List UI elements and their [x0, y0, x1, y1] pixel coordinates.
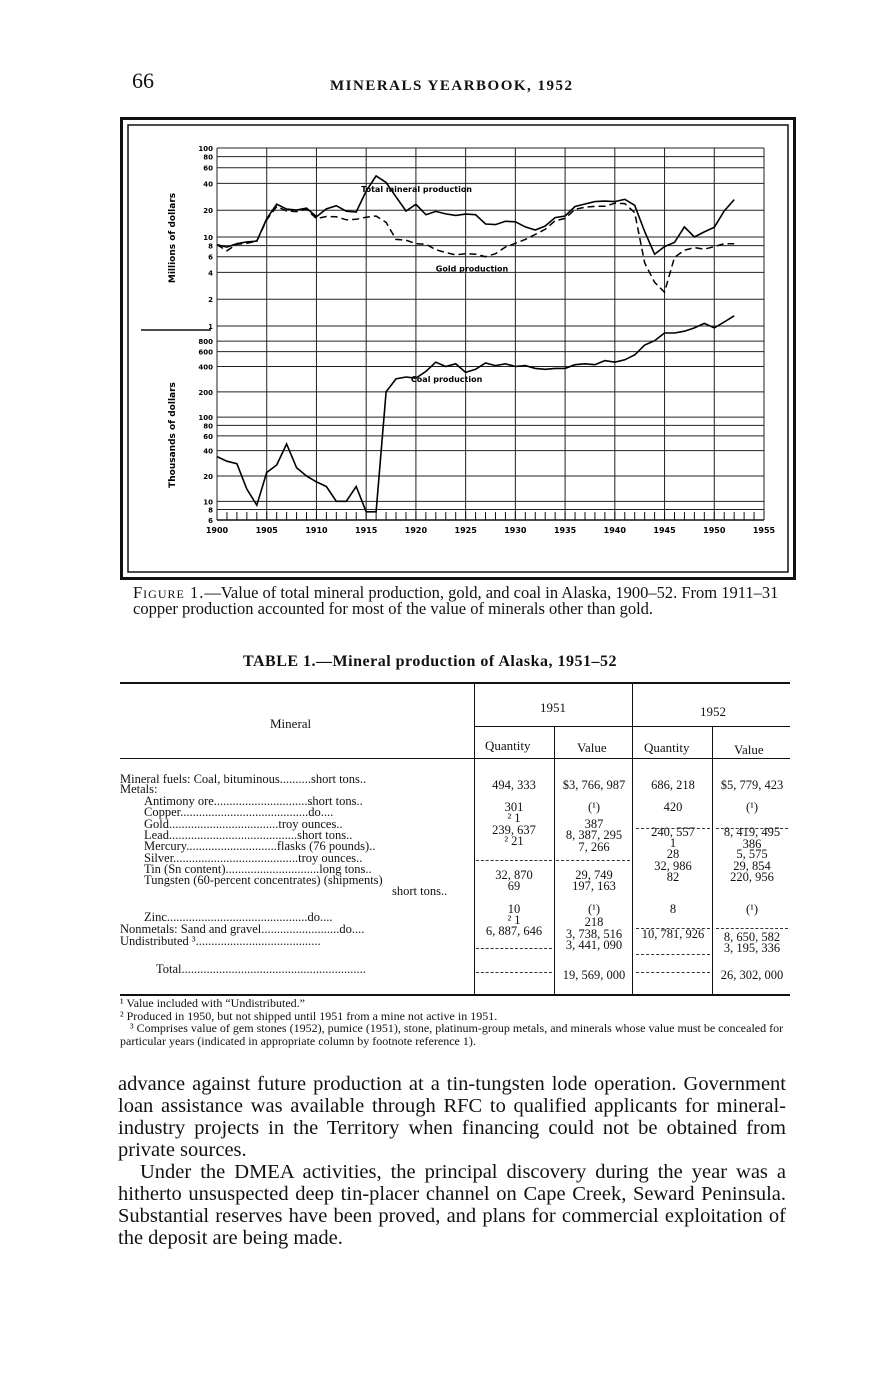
- table-cell: 387: [584, 816, 604, 831]
- table-cell: 240, 557: [651, 824, 695, 839]
- footnote-1: ¹ Value included with “Undistributed.”: [120, 996, 306, 1010]
- label-coal-production: Coal production: [410, 375, 483, 385]
- y-tick-label-thousands: 100: [198, 414, 213, 423]
- dash-rule: [476, 948, 552, 949]
- table-cell: ² 1: [507, 913, 521, 927]
- table-cell: 420: [663, 800, 683, 814]
- y-tick-label-millions: 6: [208, 253, 213, 262]
- body-paragraph-2: Under the DMEA activities, the principal discovery during the year was a hitherto unsuspected deep tin-placer channel on Cape Creek, Seward Peninsula. Substantial reserves have been proved, and plans for commercial exploitation of the deposit are being made.: [118, 1161, 786, 1249]
- table-cell: $5, 779, 423: [720, 778, 784, 792]
- label-total-production: Total mineral production: [361, 185, 473, 195]
- series-line-coal: [217, 316, 734, 512]
- dash-rule: [556, 860, 630, 861]
- y-tick-label-millions: 10: [203, 234, 213, 242]
- column-header-1952: 1952: [700, 704, 726, 719]
- column-header-value-1952: Value: [734, 742, 764, 757]
- table-cell: (¹): [587, 800, 601, 814]
- table-cell: 8, 650, 582: [723, 929, 781, 944]
- table-cell: 239, 637: [492, 822, 536, 837]
- chart-canvas: [123, 120, 793, 577]
- table-cell: 3, 441, 090: [565, 937, 623, 952]
- table-cell: (¹): [745, 901, 759, 916]
- table-cell: 494, 333: [492, 778, 536, 792]
- table-cell: 3, 195, 336: [723, 941, 781, 956]
- y-tick-label-millions: 20: [203, 207, 213, 216]
- x-tick-label: 1915: [355, 526, 378, 535]
- y-tick-label-millions: 2: [208, 296, 213, 305]
- y-axis-title-millions: Millions of dollars: [168, 192, 178, 284]
- column-header-1951: 1951: [540, 700, 566, 715]
- mineral-production-table: [120, 682, 792, 997]
- row-label-metal: Antimony ore..............................short tons..: [144, 794, 363, 808]
- row-label-metal: Copper.........................................do....: [144, 805, 334, 820]
- table-vrule: [474, 684, 475, 996]
- table-cell: 197, 163: [572, 879, 616, 894]
- dash-rule: [636, 954, 710, 955]
- footnote-2: ² Produced in 1950, but not shipped until 1951 from a mine not active in 1951.: [120, 1008, 498, 1023]
- figure-caption-label: Figure 1.: [133, 583, 205, 602]
- row-label-nonmetals: Nonmetals: Sand and gravel.........................do....: [120, 922, 365, 936]
- row-label-metal: short tons..: [392, 884, 448, 899]
- dash-rule: [636, 972, 710, 973]
- figure-1-chart: [120, 117, 796, 580]
- y-tick-label-millions: 100: [198, 145, 213, 153]
- table-cell: 8: [669, 901, 677, 916]
- table-cell: 19, 569, 000: [562, 968, 626, 982]
- table-cell: 3, 738, 516: [565, 926, 623, 941]
- row-label-metal: Tungsten (60-percent concentrates) (shipments): [144, 873, 383, 888]
- row-label-metals: Metals:: [120, 782, 158, 796]
- table-year-rule: [474, 726, 790, 727]
- column-header-quantity-1951: Quantity: [485, 738, 531, 753]
- y-tick-label-thousands: 40: [203, 447, 213, 456]
- table-cell: 8, 387, 295: [565, 828, 623, 843]
- dash-rule: [636, 928, 710, 929]
- y-tick-label-millions: 8: [208, 242, 213, 251]
- table-cell: 1: [669, 836, 677, 851]
- body-text: [118, 1073, 786, 1249]
- dash-rule: [716, 828, 788, 829]
- x-tick-label: 1930: [504, 526, 527, 535]
- table-vrule: [632, 684, 633, 996]
- column-header-mineral: Mineral: [270, 716, 312, 731]
- table-title: TABLE 1.—Mineral production of Alaska, 1951–52: [243, 653, 617, 670]
- page-number: 66: [132, 68, 154, 93]
- y-tick-label-thousands: 8: [208, 506, 213, 515]
- row-label-coal: Mineral fuels: Coal, bituminous..........short tons..: [120, 772, 367, 786]
- y-tick-label-thousands: 800: [198, 338, 213, 347]
- column-header-quantity-1952: Quantity: [644, 740, 690, 755]
- row-label-undistributed: Undistributed ³........................................: [120, 934, 321, 948]
- x-tick-label: 1920: [404, 526, 428, 535]
- table-cell: (¹): [745, 800, 759, 814]
- table-cell: ² 1: [507, 811, 521, 826]
- y-tick-label-millions: 1: [208, 323, 213, 331]
- series-line-gold: [217, 203, 734, 292]
- dash-rule: [476, 860, 552, 861]
- y-tick-label-thousands: 20: [203, 472, 213, 481]
- footnote-3: ³ Comprises value of gem stones (1952), pumice (1951), stone, platinum-group metals, and minerals whose value must be concealed for particular years (indicated in appropriate column by footnote reference 1).: [120, 1021, 784, 1048]
- y-tick-label-millions: 40: [203, 180, 213, 189]
- table-cell: 6, 887, 646: [485, 924, 543, 939]
- table-cell: 8, 419, 495: [723, 824, 781, 839]
- x-tick-label: 1925: [454, 526, 477, 535]
- table-cell: 301: [504, 800, 524, 814]
- table-cell: 10, 781, 926: [641, 926, 705, 941]
- row-label-zinc: Zinc.............................................do....: [144, 910, 333, 924]
- x-tick-label: 1940: [603, 526, 626, 535]
- table-cell: 29, 854: [733, 858, 771, 873]
- table-cell: 28: [666, 847, 680, 862]
- dash-rule: [476, 972, 552, 973]
- y-tick-label-millions: 60: [203, 164, 213, 173]
- row-label-metal: Silver........................................troy ounces..: [144, 850, 363, 865]
- row-label-metal: Tin (Sn content)..............................long tons..: [144, 861, 372, 876]
- table-cell: 32, 986: [654, 858, 692, 873]
- y-tick-label-thousands: 400: [198, 363, 213, 372]
- y-tick-label-thousands: 60: [203, 432, 213, 441]
- table-cell: 5, 575: [736, 847, 768, 862]
- table-vrule: [554, 726, 555, 996]
- x-tick-label: 1900: [205, 526, 229, 535]
- table-cell: 26, 302, 000: [720, 968, 784, 982]
- y-tick-label-thousands: 600: [198, 348, 213, 357]
- table-cell: 29, 749: [575, 867, 613, 882]
- y-tick-label-thousands: 200: [198, 388, 213, 397]
- series-line-total: [217, 176, 734, 254]
- label-gold-production: Gold production: [435, 264, 509, 274]
- row-label-metal: Lead.........................................short tons..: [144, 827, 353, 842]
- table-footnotes: [120, 997, 792, 1047]
- table-top-rule: [120, 682, 790, 684]
- x-tick-label: 1950: [703, 526, 726, 535]
- row-label-metal: Mercury.............................flasks (76 pounds)..: [144, 839, 376, 854]
- table-cell: 386: [742, 837, 762, 852]
- table-cell: 686, 218: [651, 778, 695, 792]
- x-tick-label: 1955: [752, 526, 776, 535]
- table-cell: 218: [584, 915, 604, 930]
- table-cell: 10: [507, 901, 521, 916]
- column-header-value-1951: Value: [577, 740, 607, 755]
- running-head: MINERALS YEARBOOK, 1952: [330, 78, 574, 94]
- x-tick-label: 1910: [305, 526, 328, 535]
- table-cell: 82: [666, 870, 680, 885]
- table-cell: 7, 266: [578, 839, 610, 854]
- table-cell: (¹): [587, 901, 601, 916]
- table-cell: 220, 956: [730, 870, 774, 885]
- y-tick-label-millions: 80: [203, 153, 213, 162]
- x-tick-label: 1905: [255, 526, 278, 535]
- table-vrule: [712, 726, 713, 996]
- table-cell: $3, 766, 987: [562, 778, 626, 792]
- row-label-metal: Gold...................................troy ounces..: [144, 816, 343, 831]
- row-label-total: Total...........................................................: [156, 962, 366, 976]
- y-tick-label-thousands: 6: [208, 517, 213, 525]
- body-paragraph-1: advance against future production at a tin-tungsten lode operation. Government loan assistance was available through RFC to qualified applicants for mineral-industry projects in the Territory when financing could not be obtained from private sources.: [118, 1073, 786, 1161]
- dash-rule: [636, 828, 710, 829]
- table-cell: 69: [507, 879, 521, 894]
- table-cell: ² 21: [504, 833, 524, 848]
- figure-caption-text: —Value of total mineral production, gold, and coal in Alaska, 1900–52. From 1911–31 copper production accounted for most of the value of minerals other than gold.: [133, 583, 779, 618]
- x-tick-label: 1935: [553, 526, 577, 535]
- dash-rule: [716, 928, 788, 929]
- y-tick-label-thousands: 10: [203, 498, 213, 507]
- table-head-rule: [120, 758, 790, 759]
- y-tick-label-thousands: 80: [203, 422, 213, 431]
- table-cell: 32, 870: [495, 867, 533, 882]
- x-tick-label: 1945: [653, 526, 676, 535]
- y-axis-title-thousands: Thousands of dollars: [168, 382, 178, 488]
- figure-caption: [133, 585, 793, 617]
- y-tick-label-millions: 4: [208, 269, 213, 278]
